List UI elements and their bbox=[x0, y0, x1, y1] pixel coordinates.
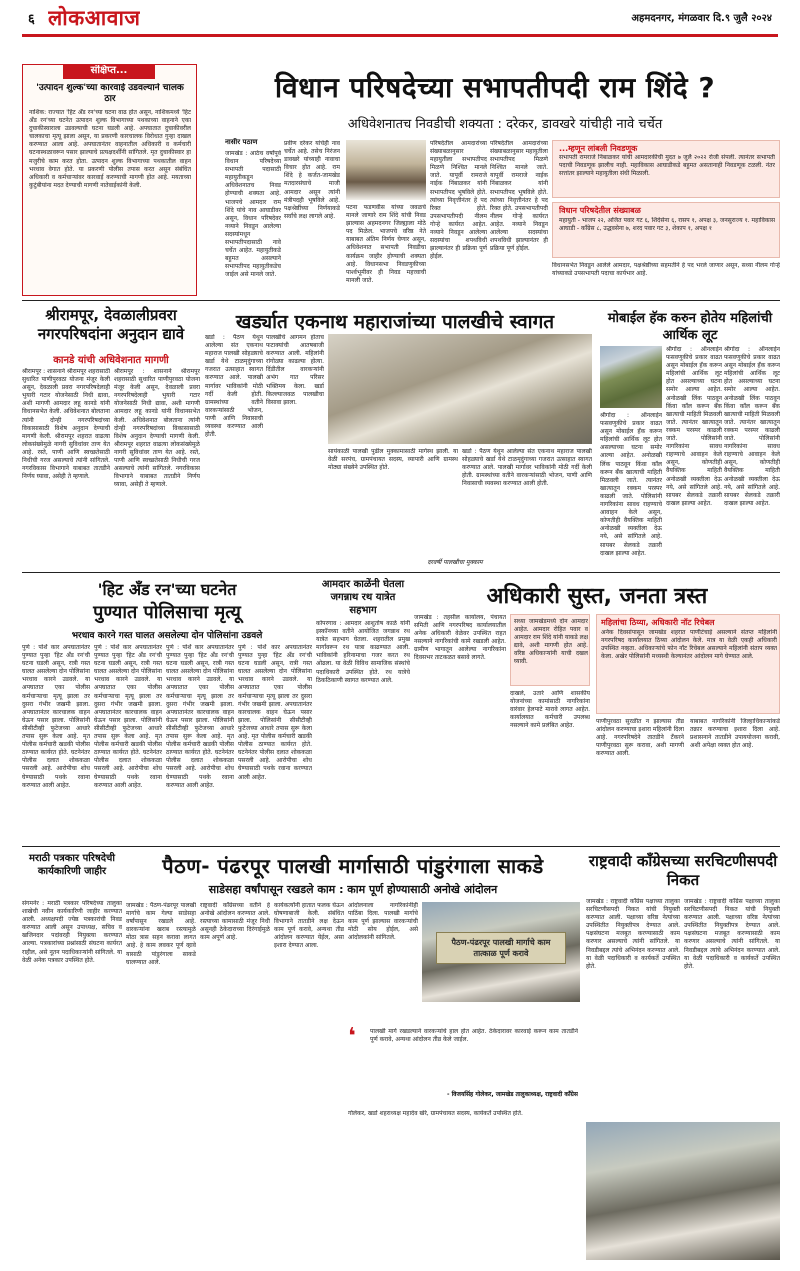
masthead bbox=[0, 0, 800, 36]
paithan-col-4: आंदोलनाला नागरिकांनीही पाठिंबा दिला. पालखी मार्गाचे काम पूर्ण झाल्यास वारकऱ्यांची मोठी सोय होईल, असे आंदोलकांनी सांगितले. bbox=[348, 902, 418, 942]
paithan-subhead: साडेसहा वर्षांपासून रखडले काम : काम पूर्ण होण्यासाठी अनोखे आंदोलन bbox=[208, 883, 498, 896]
women-body-2: पाणीपुरवठा सुरळीत न झाल्यास तीव्र आंदोलन करण्याचा इशारा महिलांनी दिला आहे. नगरपरिषदेने तातडीने टँकरने पाणीपुरवठा सुरू करावा, अशी मागणी करण्यात आली. bbox=[596, 718, 684, 758]
quote-icon: ❛ bbox=[348, 1026, 356, 1048]
hitrun-body-3: पुणे : पोर्शे कार अपघातानंतर पुण्यात पुन्हा 'हिट ॲंड रन'ची घटना घडली असून, रात्री गस्त घालत असलेल्या दोन पोलिसांना भरधाव कारने उडवले. या अपघातात एका पोलीस कर्मचाऱ्याचा मृत्यू झाला तर दुसरा गंभीर जखमी झाला. अपघातानंतर कारचालक वाहन घेऊन पसार झाला. पोलिसांनी सीसीटीव्ही फुटेजच्या आधारे तपास सुरू केला आहे. मृत पोलीस कर्मचारी खडकी पोलीस ठाण्यात कार्यरत होते. घटनेनंतर पोलीस दलात शोककळा पसरली आहे. आरोपीचा शोध घेण्यासाठी पथके रवाना करण्यात आली आहेत. bbox=[166, 644, 234, 789]
officials-headline: अधिकारी सुस्त, जनता त्रस्त bbox=[486, 584, 708, 609]
paithan-headline: पैठण- पंढरपूर पालखी मार्गासाठी पांडुरंगाला साकडे bbox=[162, 854, 544, 878]
lead-table-title: विधान परिषदेतील संख्याबळ bbox=[559, 206, 641, 215]
hitrun-body-4: पुणे : पोर्शे कार अपघातानंतर पुण्यात पुन्हा 'हिट ॲंड रन'ची घटना घडली असून, रात्री गस्त घालत असलेल्या दोन पोलिसांना भरधाव कारने उडवले. या अपघातात एका पोलीस कर्मचाऱ्याचा मृत्यू झाला तर दुसरा गंभीर जखमी झाला. अपघातानंतर कारचालक वाहन घेऊन पसार झाला. पोलिसांनी सीसीटीव्ही फुटेजच्या आधारे तपास सुरू केला आहे. मृत पोलीस कर्मचारी खडकी पोलीस ठाण्यात कार्यरत होते. घटनेनंतर पोलीस दलात शोककळा पसरली आहे. आरोपीचा शोध घेण्यासाठी पथके रवाना करण्यात आली आहेत. bbox=[238, 644, 312, 781]
lead-highlight-title: ...म्हणून लांबली निवडणूक bbox=[559, 144, 638, 153]
mobile-photo bbox=[600, 346, 662, 408]
ncp-body-2: जामखेड : राष्ट्रवादी काँग्रेस पक्षाच्या तालुका सरचिटणीसपदी निकत यांची नियुक्ती करण्यात आली. पक्षाच्या वरिष्ठ नेत्यांच्या उपस्थितीत नियुक्तीपत्र देण्यात आले. पक्षसंघटना मजबूत करण्यासाठी काम करणार असल्याचे त्यांनी सांगितले. या निवडीबद्दल त्यांचे अभिनंदन करण्यात आले. या वेळी पदाधिकारी व कार्यकर्ते उपस्थित होते. bbox=[684, 898, 780, 970]
palkhi-body-3: सायंकाळी पालखी पुढील मुक्कामासाठी मार्गस्थ झाली. या वेळी सरपंच, ग्रामपंचायत सदस्य, व्यापारी आणि ग्रामस्थ मोठ्या संख्येने उपस्थित होते. bbox=[328, 448, 458, 472]
masthead-logo: लोकआवाज bbox=[48, 6, 141, 30]
palkhi-body-2: पालखीचे आगमन होताच फटाक्यांची आतषबाजी करण्यात आली. महिलांनी रांगोळ्या काढल्या होत्या. दिंडीतील वारकऱ्यांनी अभंग गात परिसर भक्तिमय केला. खर्डा किल्ल्याजवळ पालखीचा विसावा झाला. bbox=[266, 334, 324, 406]
palkhi-caption: दरवर्षी पालखीचा मुक्काम bbox=[427, 559, 483, 566]
women-box bbox=[596, 614, 780, 714]
lead-col-2: प्रवीण दरेकर यांचेही नाव चर्चेत आहे. तसेच निरंजन डावखरे यांच्याही नावाचा विचार होत आहे. राम शिंदे हे कर्जत-जामखेड मतदारसंघाचे माजी आमदार असून त्यांनी मंत्रीपदही भूषविले आहे. पक्षश्रेष्ठींच्या निर्णयाकडे सर्वांचे लक्ष लागले आहे. bbox=[284, 140, 340, 220]
sidebar-box bbox=[22, 64, 197, 296]
lead-side-bottom: विधानसभेत निवडून आलेले आमदार, पक्षश्रेष्ठींच्या सहमतीने हे पद भरले जाणार असून, सध्या नीलम गोऱ्हे यांच्याकडे उपसभापती पदाचा कार्यभार आहे. bbox=[552, 262, 780, 278]
paithan-col-2: राष्ट्रवादी काँग्रेसच्या वतीने हे अनोखे आंदोलन करण्यात आले. रस्त्याच्या कामासाठी मंजूर निधी असूनही ठेकेदाराच्या दिरंगाईमुळे काम अपूर्ण आहे. bbox=[200, 902, 270, 942]
mobile-headline: मोबाईल हॅक करुन होतेय महिलांची आर्थिक लूट bbox=[607, 311, 773, 343]
palkhi-body-4: खर्डा : पैठण येथून आलेल्या संत एकनाथ महाराज पालखी सोहळ्याचे खर्डा येथे टाळमृदुंगाच्या गजरात उत्साहात स्वागत करण्यात आले. पालखी मार्गावर भाविकांनी मोठी गर्दी केली होती. ग्रामस्थांच्या वतीने वारकऱ्यांसाठी भोजन, पाणी आणि निवासाची व्यवस्था करण्यात आली होती. bbox=[462, 448, 592, 488]
masthead-dateline: अहमदनगर, मंगळवार दि.९ जुलै २०२४ bbox=[631, 13, 772, 24]
journalist-headline: मराठी पत्रकार परिषदेची कार्यकारिणी जाहीर bbox=[29, 853, 115, 877]
sidebar-story-body: नाशिक: राज्यात 'हिट ॲंड रन'च्या घटना वाढ होत असून, नाशिकमध्ये 'हिट ॲंड रन'च्या घटनेत उत्पादन शुल्क विभागाच्या पथकाच्या वाहनाने एका दुचाकीस्वाराला उडवल्याची घटना घडली आहे. अपघातात दुचाकीवरील चालकाचा मृत्यू झाला असून, या प्रकरणी कारचालक विरोधात गुन्हा दाखल करण्यात आला आहे. अपघातानंतर वाहनातील अधिकारी व कर्मचारी घटनास्थळावरून पसार झाल्याचे प्रत्यक्षदर्शींनी सांगितले. मृत दुचाकीस्वार हा मजुरीचे काम करत होता. उत्पादन शुल्क विभागाच्या पथकातील वाहन भरधाव वेगात होते. या प्रकरणी पोलीस तपास करत असून संबंधित अधिकारी व कर्मचाऱ्यांवर कारवाई करण्याची मागणी होत आहे. मयताच्या कुटुंबीयांना मदत देण्याची मागणी नातेवाईकांनी केली. bbox=[29, 109, 191, 189]
lead-col-4: परिषदेतील आमदारांच्या संख्याबळानुसार महायुतीला सभापतीपद मिळणे निश्चित मानले जाते. यापूर्वी रामराजे नाईक निंबाळकर यांनी सभापतीपद भूषविले होते. त्यांच्या निवृत्तीनंतर हे पद रिक्त होते. उपसभापतीपदी नीलम गोऱ्हे कार्यरत आहेत. नव्याने निवडून आलेल्या सदस्यांचा शपथविधी झाल्यानंतर ही प्रक्रिया पूर्ण होईल. bbox=[430, 140, 487, 261]
hitrun-headline: पुण्यात पोलिसाचा मृत्यू bbox=[93, 602, 241, 623]
lead-subhead: अधिवेशनातच निवडीची शक्यता : दरेकर, डावखरे यांचीही नावे चर्चेत bbox=[347, 117, 663, 132]
officials-body-4: याबाबत नागरिकांनी जिल्हाधिकाऱ्यांकडे तक्रार करण्याचा इशारा दिला आहे. प्रशासनाने तातडीने उपाययोजना करावी, अशी अपेक्षा व्यक्त होत आहे. bbox=[690, 718, 780, 750]
hitrun-headline-quote: 'हिट ॲंड रन'च्या घटनेत bbox=[97, 580, 237, 599]
paithan-photo bbox=[422, 902, 580, 1002]
paithan-quote-box bbox=[348, 1026, 580, 1106]
shrirampur-subhead: कानडे यांची अधिवेशनात मागणी bbox=[53, 355, 169, 366]
paithan-quote-by: - विजयसिंह गोलेकर, जामखेड तालुकाध्यक्ष, राष्ट्रवादी काँग्रेस bbox=[447, 1091, 578, 1098]
shrirampur-body-2: श्रीरामपूर : शासनाने श्रीरामपूर शहरासाठी सुधारित पाणीपुरवठा योजना मंजूर केली असून, देवळाली प्रवरा नगरपरिषदेलाही भुयारी गटार योजनेसाठी निधी द्यावा, अशी मागणी आमदार लहू कानडे यांनी विधानसभेत केली. अधिवेशनात बोलताना त्यांनी दोन्ही नगरपरिषदांच्या विकासासाठी विशेष अनुदान देण्याची मागणी केली. श्रीरामपूर शहरात वाढत्या लोकसंख्येमुळे नागरी सुविधांवर ताण येत आहे. रस्ते, पाणी आणि स्वच्छतेसाठी निधीची गरज असल्याचे त्यांनी सांगितले. नगरविकास विभागाने याबाबत तातडीने निर्णय घ्यावा, असेही ते म्हणाले. bbox=[114, 368, 200, 489]
shrirampur-body-1: श्रीरामपूर : शासनाने श्रीरामपूर शहरासाठी सुधारित पाणीपुरवठा योजना मंजूर केली असून, देवळाली प्रवरा नगरपरिषदेलाही भुयारी गटार योजनेसाठी निधी द्यावा, अशी मागणी आमदार लहू कानडे यांनी विधानसभेत केली. अधिवेशनात बोलताना त्यांनी दोन्ही नगरपरिषदांच्या विकासासाठी विशेष अनुदान देण्याची मागणी केली. श्रीरामपूर शहरात वाढत्या लोकसंख्येमुळे नागरी सुविधांवर ताण येत आहे. रस्ते, पाणी आणि स्वच्छतेसाठी निधीची गरज असल्याचे त्यांनी सांगितले. नगरविकास विभागाने याबाबत तातडीने निर्णय घ्यावा, असेही ते म्हणाले. bbox=[22, 368, 110, 481]
officials-body-1: जामखेड : तहसील कार्यालय, पंचायत समिती आणि नगरपरिषद कार्यालयातील अनेक अधिकारी वेळेवर उपस्थित राहत नसल्याने नागरिकांची कामे रखडली आहेत. ग्रामीण भागातून आलेल्या नागरिकांना दिवसभर ताटकळत बसावे लागते. bbox=[414, 614, 506, 662]
divider bbox=[22, 572, 780, 573]
palkhi-headline: खर्ड्यात एकनाथ महाराजांच्या पालखीचे स्वागत bbox=[235, 311, 555, 333]
lead-highlight-body: सभापती रामराजे निंबाळकर यांची आमदारकीची मुदत ७ जुलै २०२२ रोजी संपली. त्यानंतर सभापती पदाची निवडणूक झालीच नाही. महाविकास आघाडीकडे बहुमत असतानाही निवडणूक टळली. नंतर सत्तांतर झाल्याने महायुतीला संधी मिळाली. bbox=[559, 154, 775, 178]
divider bbox=[22, 846, 780, 847]
paithan-bottom: गोलेकर, खर्डा शहराध्यक्ष महादेव खेरे, ग्रामपंचायत सदस्य, कार्यकर्ते उपस्थित होते. bbox=[348, 1110, 523, 1117]
paithan-quote: पालखी मार्ग रखडल्याने वारकऱ्यांचे हाल होत आहेत. ठेकेदारावर कारवाई करून काम तातडीने पूर्ण करावे, अन्यथा आंदोलन तीव्र केले जाईल. bbox=[370, 1028, 578, 1044]
women-body: अनेक दिवसांपासून जामखेड शहरात पाणीटंचाई असल्याने संतप्त महिलांनी नगरपरिषद कार्यालयात ठिय्या आंदोलन केले. मात्र या वेळी एकही अधिकारी उपस्थित नव्हता. अधिकाऱ्यांचे फोन नॉट रिचेबल असल्याने महिलांनी संताप व्यक्त केला. अखेर पोलिसांनी मध्यस्थी केल्यानंतर आंदोलन मागे घेण्यात आले. bbox=[601, 629, 777, 661]
lead-table-box bbox=[552, 202, 780, 258]
lead-byline: नासीर पठाण bbox=[225, 138, 258, 146]
lead-headline: विधान परिषदेच्या सभापतीपदी राम शिंदे ? bbox=[274, 71, 716, 104]
masthead-rule bbox=[22, 34, 778, 37]
ram-shinde-photo bbox=[346, 140, 426, 200]
women-headline: महिलांचा ठिय्या, अधिकारी नॉट रिचेबल bbox=[601, 618, 715, 627]
ncp-photo bbox=[586, 1122, 780, 1260]
sidebar-header: संक्षिप्त... bbox=[63, 64, 155, 79]
mobile-body-1: श्रीगोंदा : ऑनलाईन फसवणुकीचे प्रकार वाढत असून मोबाईल हॅक करून महिलांची आर्थिक लूट होत असल्याच्या घटना समोर आल्या आहेत. अनोळखी लिंक पाठवून किंवा कॉल करून बँक खात्याची माहिती मिळवली जाते. त्यानंतर खात्यातून रक्कम परस्पर काढली जाते. पोलिसांनी नागरिकांना सावध राहण्याचे आवाहन केले असून, कोणतीही वैयक्तिक माहिती अनोळखी व्यक्तीला देऊ नये, असे सांगितले आहे. सायबर सेलकडे तक्रारी दाखल झाल्या आहेत. bbox=[600, 412, 662, 557]
paithan-col-3: कार्यकर्त्यांनी हातात फलक घेऊन घोषणाबाजी केली. संबंधित विभागाने तातडीने लक्ष देऊन काम पूर्ण करावे, अन्यथा तीव्र आंदोलन करण्यात येईल, असा इशारा देण्यात आला. bbox=[274, 902, 344, 950]
palkhi-body-1: खर्डा : पैठण येथून आलेल्या संत एकनाथ महाराज पालखी सोहळ्याचे खर्डा येथे टाळमृदुंगाच्या गजरात उत्साहात स्वागत करण्यात आले. पालखी मार्गावर भाविकांनी मोठी गर्दी केली होती. ग्रामस्थांच्या वतीने वारकऱ्यांसाठी भोजन, पाणी आणि निवासाची व्यवस्था करण्यात आली होती. bbox=[205, 334, 263, 439]
lead-col-1: जामखेड : आठेच वर्षांपूर्व विधान परिषदेच्या सभापती पदासाठी महायुतीकडून अधिवेशनातच निवड होण्याची शक्यता आहे. भाजपचे आमदार राम शिंदे यांचे नाव आघाडीवर असून, विधान परिषदेवर नव्याने निवडून आलेल्या सदस्यांमधून सभापतीपदासाठी नावे चर्चेत आहेत. महायुतीकडे बहुमत असल्याने सभापतीपद महायुतीकडेच जाईल असे मानले जाते. bbox=[225, 150, 281, 279]
hitrun-subhead: भरधाव कारने गस्त घालत असलेल्या दोन पोलिसांना उडवले bbox=[71, 631, 263, 641]
hitrun-body-1: पुणे : पोर्शे कार अपघातानंतर पुण्यात पुन्हा 'हिट ॲंड रन'ची घटना घडली असून, रात्री गस्त घालत असलेल्या दोन पोलिसांना भरधाव कारने उडवले. या अपघातात एका पोलीस कर्मचाऱ्याचा मृत्यू झाला तर दुसरा गंभीर जखमी झाला. अपघातानंतर कारचालक वाहन घेऊन पसार झाला. पोलिसांनी सीसीटीव्ही फुटेजच्या आधारे तपास सुरू केला आहे. मृत पोलीस कर्मचारी खडकी पोलीस ठाण्यात कार्यरत होते. घटनेनंतर पोलीस दलात शोककळा पसरली आहे. आरोपीचा शोध घेण्यासाठी पथके रवाना करण्यात आली आहेत. bbox=[22, 644, 90, 789]
sidebar-story-title: 'उत्पादन शुल्क'च्या कारवाई उडवल्याने चालक ठार bbox=[36, 83, 184, 104]
lead-col-3: पटना फडणवीस यांच्या जवळचे मानले जाणारे राम शिंदे यांची निवड झाल्यास अहमदनगर जिल्ह्याला मोठे पद मिळेल. भाजपचे वरिष्ठ नेते याबाबत अंतिम निर्णय घेणार असून, अधिवेशनात सभापती निवडीचा कार्यक्रम जाहीर होण्याची शक्यता आहे. विधानसभा निवडणुकीच्या पार्श्वभूमीवर ही निवड महत्त्वाची मानली जाते. bbox=[346, 204, 426, 284]
paithan-banner: पैठण-पंढरपूर पालखी मार्गाचे काम तात्काळ पूर्ण करावे bbox=[436, 932, 566, 964]
lead-highlight-box bbox=[552, 140, 780, 198]
mobile-body-3: श्रीगोंदा : ऑनलाईन फसवणुकीचे प्रकार वाढत असून मोबाईल हॅक करून महिलांची आर्थिक लूट होत असल्याच्या घटना समोर आल्या आहेत. अनोळखी लिंक पाठवून किंवा कॉल करून बँक खात्याची माहिती मिळवली जाते. त्यानंतर खात्यातून रक्कम परस्पर काढली जाते. पोलिसांनी नागरिकांना सावध राहण्याचे आवाहन केले असून, कोणतीही वैयक्तिक माहिती अनोळखी व्यक्तीला देऊ नये, असे सांगितले आहे. सायबर सेलकडे तक्रारी दाखल झाल्या आहेत. bbox=[724, 346, 780, 507]
officials-highlight-body: सध्या जामखेडमध्ये दोन आमदार आहेत. आमदार रोहित पवार व आमदार राम शिंदे यांनी याकडे लक्ष द्यावे, अशी मागणी होत आहे. वरिष्ठ अधिकाऱ्यांनी याची दखल घ्यावी. bbox=[514, 618, 588, 666]
palkhi-photo bbox=[328, 334, 592, 444]
officials-highlight-box bbox=[510, 614, 590, 686]
paithan-col-1: जामखेड : पैठण-पंढरपूर पालखी मार्गाचे काम गेल्या साडेसहा वर्षांपासून रखडले आहे. वारकऱ्यांना खराब रस्त्यामुळे मोठा त्रास सहन करावा लागत आहे. हे काम लवकर पूर्ण व्हावे यासाठी पांडुरंगाला साकडे घालण्यात आले. bbox=[126, 902, 196, 966]
mobile-body-2: श्रीगोंदा : ऑनलाईन फसवणुकीचे प्रकार वाढत असून मोबाईल हॅक करून महिलांची आर्थिक लूट होत असल्याच्या घटना समोर आल्या आहेत. अनोळखी लिंक पाठवून किंवा कॉल करून बँक खात्याची माहिती मिळवली जाते. त्यानंतर खात्यातून रक्कम परस्पर काढली जाते. पोलिसांनी नागरिकांना सावध राहण्याचे आवाहन केले असून, कोणतीही वैयक्तिक माहिती अनोळखी व्यक्तीला देऊ नये, असे सांगितले आहे. सायबर सेलकडे तक्रारी दाखल झाल्या आहेत. bbox=[666, 346, 722, 507]
shrirampur-headline: श्रीरामपूर, देवळालीप्रवरा नगरपरिषदांना अनुदान द्यावे bbox=[37, 306, 185, 343]
divider bbox=[22, 300, 780, 301]
officials-body-3: दाखले, उतारे आणि शासकीय योजनांच्या कामांसाठी नागरिकांना वारंवार हेलपाटे मारावे लागत आहेत. कार्यालयात कर्मचारी उपलब्ध नसल्याने कामे प्रलंबित आहेत. bbox=[510, 690, 590, 730]
journalist-body: संगमनेर : मराठी पत्रकार परिषदेच्या तालुका शाखेची नवीन कार्यकारिणी जाहीर करण्यात आली. अध्यक्षपदी ज्येष्ठ पत्रकारांची निवड करण्यात आली असून उपाध्यक्ष, सचिव व खजिनदार पदांवरही नियुक्त्या करण्यात आल्या. पत्रकारांच्या प्रश्नांसाठी संघटना कार्यरत राहील, असे नूतन पदाधिकाऱ्यांनी सांगितले. या वेळी अनेक पत्रकार उपस्थित होते. bbox=[22, 900, 122, 964]
rath-body-1: कोपरगाव : आमदार आशुतोष काळे यांनी इस्कॉनच्या वतीने आयोजित जगन्नाथ रथ यात्रेत सहभाग घेतला. शहरातील प्रमुख मार्गांवरून रथ यात्रा काढण्यात आली. भाविकांनी हरिनामाचा गजर करत रथ ओढला. या वेळी विविध सामाजिक संस्थांचे पदाधिकारी उपस्थित होते. रथ यात्रेचे ठिकठिकाणी स्वागत करण्यात आले. bbox=[316, 620, 410, 684]
page-number: ६ bbox=[28, 12, 35, 27]
lead-col-5: परिषदेतील आमदारांच्या संख्याबळानुसार महायुतीला सभापतीपद मिळणे निश्चित मानले जाते. यापूर्वी रामराजे नाईक निंबाळकर यांनी सभापतीपद भूषविले होते. त्यांच्या निवृत्तीनंतर हे पद रिक्त होते. उपसभापतीपदी नीलम गोऱ्हे कार्यरत आहेत. नव्याने निवडून आलेल्या सदस्यांचा शपथविधी झाल्यानंतर ही प्रक्रिया पूर्ण होईल. bbox=[490, 140, 548, 253]
rath-headline: आमदार काळेंनी घेतला जगन्नाथ रथ यात्रेत सहभाग bbox=[321, 579, 405, 616]
ncp-body-1: जामखेड : राष्ट्रवादी काँग्रेस पक्षाच्या तालुका सरचिटणीसपदी निकत यांची नियुक्ती करण्यात आली. पक्षाच्या वरिष्ठ नेत्यांच्या उपस्थितीत नियुक्तीपत्र देण्यात आले. पक्षसंघटना मजबूत करण्यासाठी काम करणार असल्याचे त्यांनी सांगितले. या निवडीबद्दल त्यांचे अभिनंदन करण्यात आले. या वेळी पदाधिकारी व कार्यकर्ते उपस्थित होते. bbox=[586, 898, 680, 970]
ncp-headline: राष्ट्रवादी काँग्रेसच्या सरचिटणीसपदी निकत bbox=[588, 852, 778, 889]
hitrun-body-2: पुणे : पोर्शे कार अपघातानंतर पुण्यात पुन्हा 'हिट ॲंड रन'ची घटना घडली असून, रात्री गस्त घालत असलेल्या दोन पोलिसांना भरधाव कारने उडवले. या अपघातात एका पोलीस कर्मचाऱ्याचा मृत्यू झाला तर दुसरा गंभीर जखमी झाला. अपघातानंतर कारचालक वाहन घेऊन पसार झाला. पोलिसांनी सीसीटीव्ही फुटेजच्या आधारे तपास सुरू केला आहे. मृत पोलीस कर्मचारी खडकी पोलीस ठाण्यात कार्यरत होते. घटनेनंतर पोलीस दलात शोककळा पसरली आहे. आरोपीचा शोध घेण्यासाठी पथके रवाना करण्यात आली आहेत. bbox=[94, 644, 162, 789]
lead-table-body: महायुती - भाजप २२, अजित पवार गट ६, शिंदेसेना ६, रासप १, अपक्ष ३, जनसुराज्य १. महाविकास आघाडी - काँग्रेस ८, उद्धवसेना ७, शरद पवार गट ३, शेकाप १, अपक्ष १ bbox=[559, 217, 775, 233]
